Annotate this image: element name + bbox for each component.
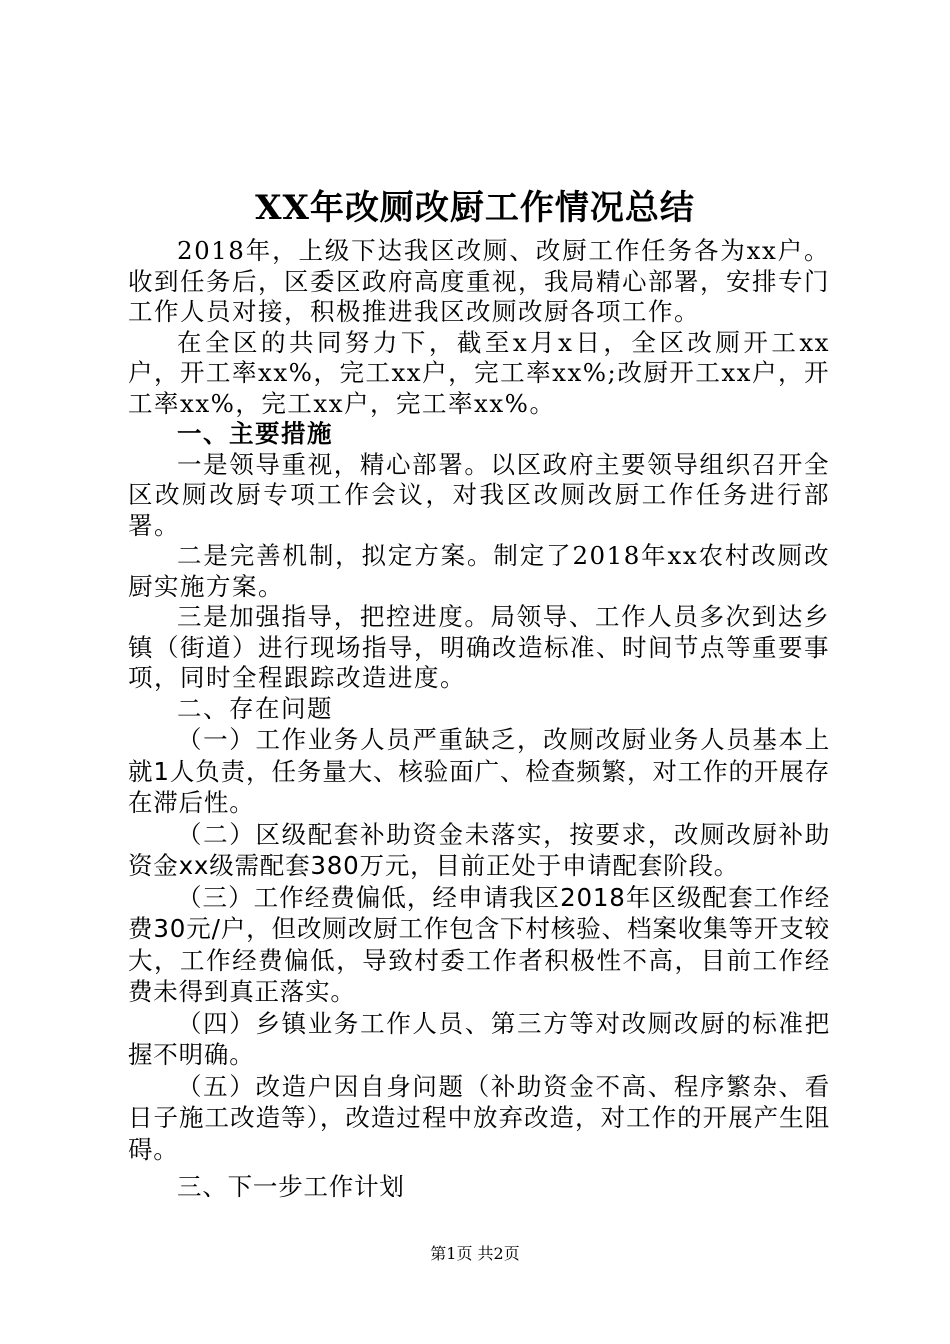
- paragraph-problem-3: （三）工作经费偏低，经申请我区2018年区级配套工作经费30元/户，但改厕改厨工作包含下村核验、档案收集等开支较大，工作经费偏低，导致村委工作者积极性不高，目前工作经费未得到真正落实。: [128, 882, 830, 1006]
- paragraph-problem-1: （一）工作业务人员严重缺乏，改厕改厨业务人员基本上就1人负责，任务量大、核验面广、检查频繁，对工作的开展存在滞后性。: [128, 725, 831, 817]
- document-title: XX年改厕改厨工作情况总结: [255, 188, 695, 228]
- section-heading-next-plan: 三、下一步工作计划: [177, 1172, 405, 1201]
- paragraph-measure-1: 一是领导重视，精心部署。以区政府主要领导组织召开全区改厕改厨专项工作会议，对我区改厕改厨工作任务进行部署。: [128, 449, 830, 540]
- paragraph-measure-3: 三是加强指导，把控进度。局领导、工作人员多次到达乡镇（街道）进行现场指导，明确改造标准、时间节点等重要事项，同时全程跟踪改造进度。: [128, 602, 830, 692]
- document-body: [128, 236, 830, 1203]
- paragraph-measure-2: 二是完善机制，拟定方案。制定了2018年xx农村改厕改厨实施方案。: [128, 541, 830, 601]
- paragraph-intro: 2018年，上级下达我区改厕、改厨工作任务各为xx户。收到任务后，区委区政府高度重视，我局精心部署，安排专门工作人员对接，积极推进我区改厕改厨各项工作。: [128, 236, 830, 326]
- section-heading-problems: 二、存在问题: [177, 693, 333, 723]
- paragraph-problem-4: （四）乡镇业务工作人员、第三方等对改厕改厨的标准把握不明确。: [128, 1008, 830, 1069]
- paragraph-progress: 在全区的共同努力下，截至x月x日，全区改厕开工xx户，开工率xx%，完工xx户，完工率xx%;改厨开工xx户，开工率xx%，完工xx户，完工率xx%。: [128, 327, 830, 418]
- page-number-footer: 第1页 共2页: [430, 1244, 520, 1263]
- paragraph-problem-5: （五）改造户因自身问题（补助资金不高、程序繁杂、看日子施工改造等），改造过程中放弃改造，对工作的开展产生阻碍。: [128, 1071, 830, 1164]
- section-heading-main-measures: 一、主要措施: [177, 419, 333, 448]
- paragraph-problem-2: （二）区级配套补助资金未落实，按要求，改厕改厨补助资金xx级需配套380万元，目前正处于申请配套阶段。: [128, 819, 830, 880]
